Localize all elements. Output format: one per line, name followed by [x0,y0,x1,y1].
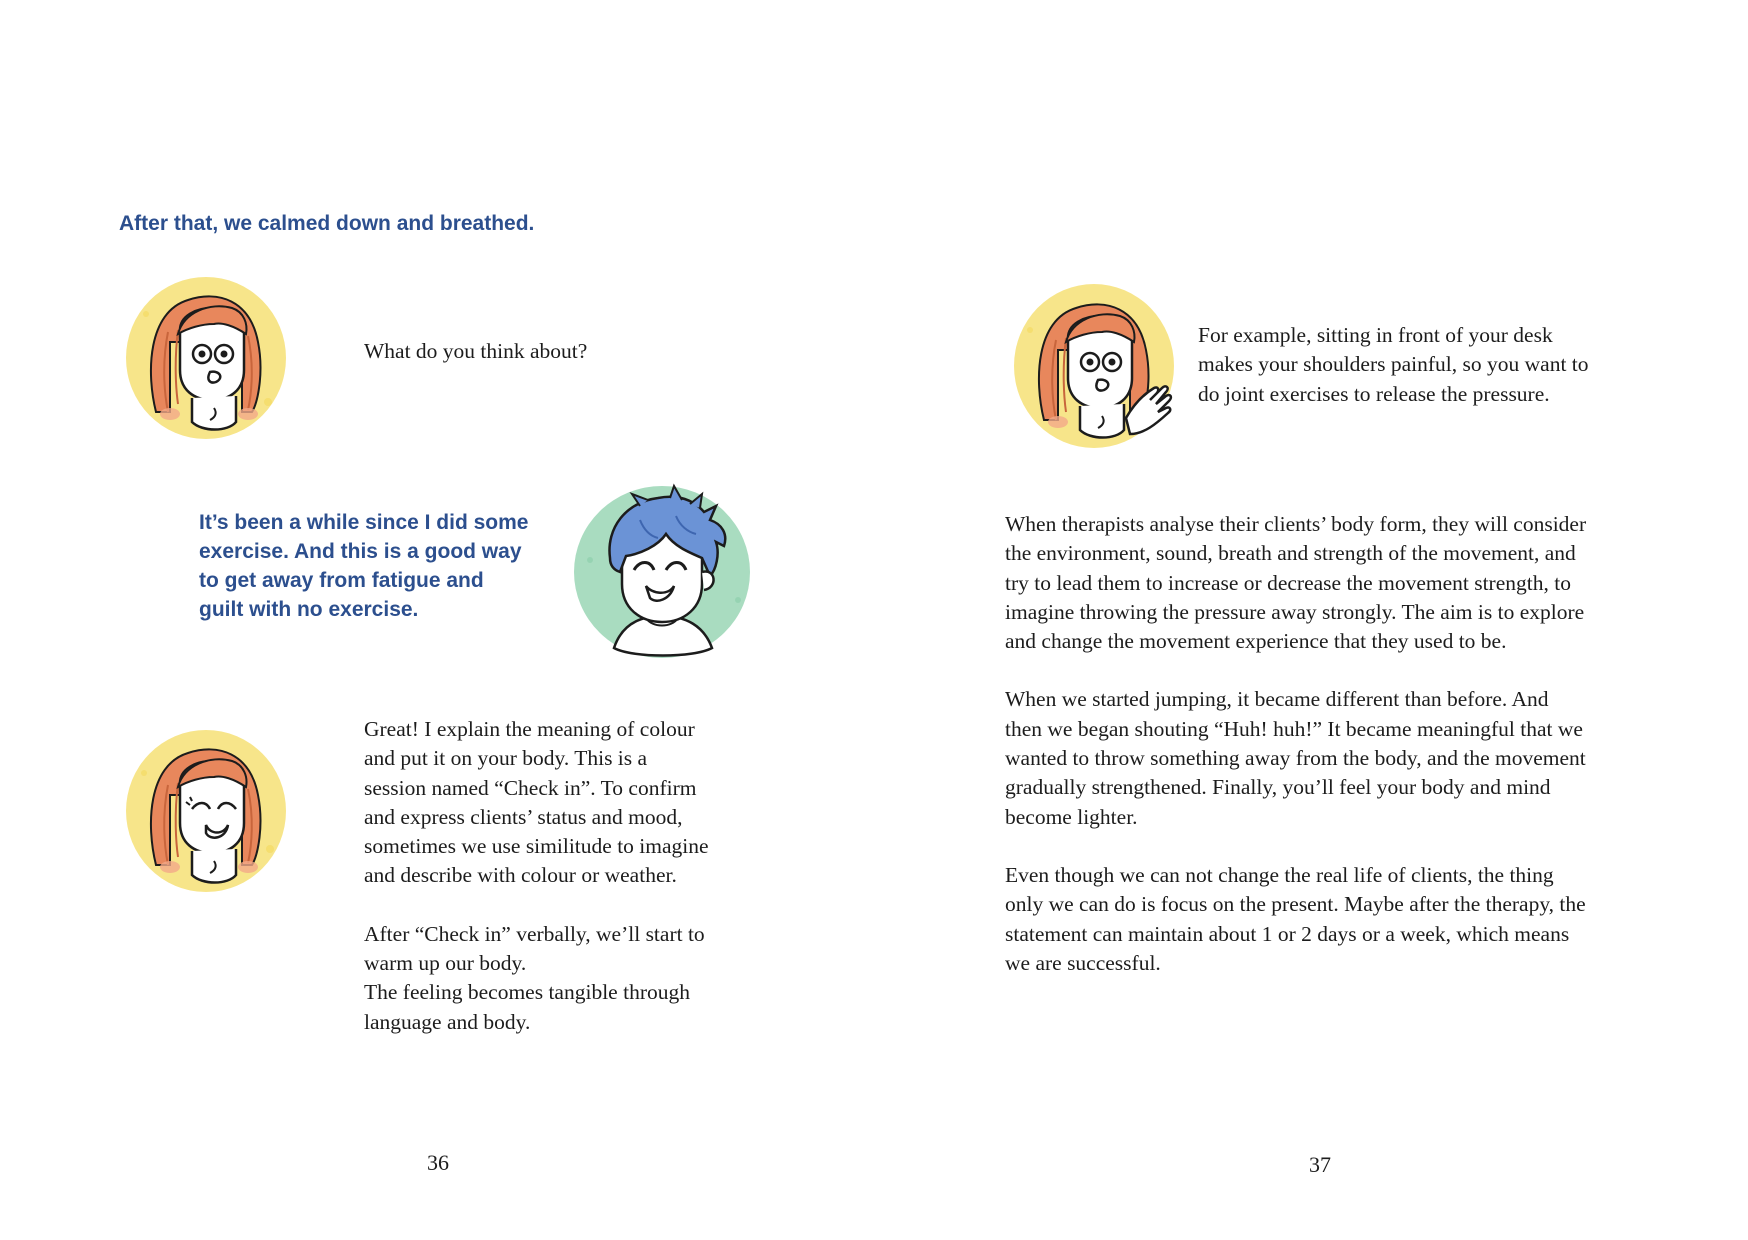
example-line: makes your shoulders painful, so you want to [1198,352,1589,377]
client-reply-line: It’s been a while since I did some [199,511,529,534]
therapist-explanation [364,715,709,1037]
paragraph-line: statement can maintain about 1 or 2 days or a week, which means [1005,921,1570,946]
paragraph-line: Even though we can not change the real life of clients, the thing [1005,862,1554,887]
client-reply [199,508,529,624]
example-line: For example, sitting in front of your desk [1198,323,1553,347]
right-page [874,0,1748,1240]
paragraph-line: When therapists analyse their clients’ body form, they will consider [1005,512,1587,536]
client-avatar-happy [570,480,752,660]
client-reply-line: exercise. And this is a good way [199,540,522,563]
therapist-avatar-happy [118,725,290,897]
therapist-question-text: What do you think about? [364,339,588,363]
therapist-avatar-waving [1006,278,1196,454]
explain-line: language and body. [364,1009,531,1034]
paragraph-line: only we can do is focus on the present. Maybe after the therapy, the [1005,892,1586,917]
explain-line: and describe with colour or weather. [364,863,677,888]
explain-line: and put it on your body. This is a [364,746,648,771]
intro-heading: After that, we calmed down and breathed. [119,212,535,235]
paragraph-line: gradually strengthened. Finally, you’ll feel your body and mind [1005,775,1551,800]
therapist-example [1198,321,1589,409]
paragraph-line: the environment, sound, breath and strength of the movement, and [1005,541,1576,566]
therapist-avatar-surprised [118,272,290,444]
explain-line: Great! I explain the meaning of colour [364,717,695,741]
explain-line: and express clients’ status and mood, [364,804,683,829]
paragraph-line: then we began shouting “Huh! huh!” It became meaningful that we [1005,716,1583,741]
paragraph-line: become lighter. [1005,804,1138,829]
paragraph-line: and change the movement experience that they used to be. [1005,629,1507,654]
example-line: do joint exercises to release the pressure. [1198,381,1550,406]
paragraph-line: When we started jumping, it became different than before. And [1005,687,1549,712]
explain-line: After “Check in” verbally, we’ll start to [364,921,705,946]
page-number-right: 37 [1309,1152,1331,1177]
paragraph-line: try to lead them to increase or decrease the movement strength, to [1005,570,1571,595]
paragraph-line: imagine throwing the pressure away strongly. The aim is to explore [1005,599,1585,624]
client-reply-line: guilt with no exercise. [199,598,419,621]
body-paragraphs [1005,510,1586,978]
client-reply-line: to get away from fatigue and [199,569,484,592]
explain-line: session named “Check in”. To confirm [364,775,697,800]
explain-line: The feeling becomes tangible through [364,980,690,1005]
paragraph-line: wanted to throw something away from the body, and the movement [1005,746,1586,771]
explain-line: warm up our body. [364,951,527,976]
explain-line: sometimes we use similitude to imagine [364,834,709,859]
therapist-question [364,337,587,366]
page-number-left: 36 [427,1150,449,1175]
paragraph-line: we are successful. [1005,950,1161,975]
